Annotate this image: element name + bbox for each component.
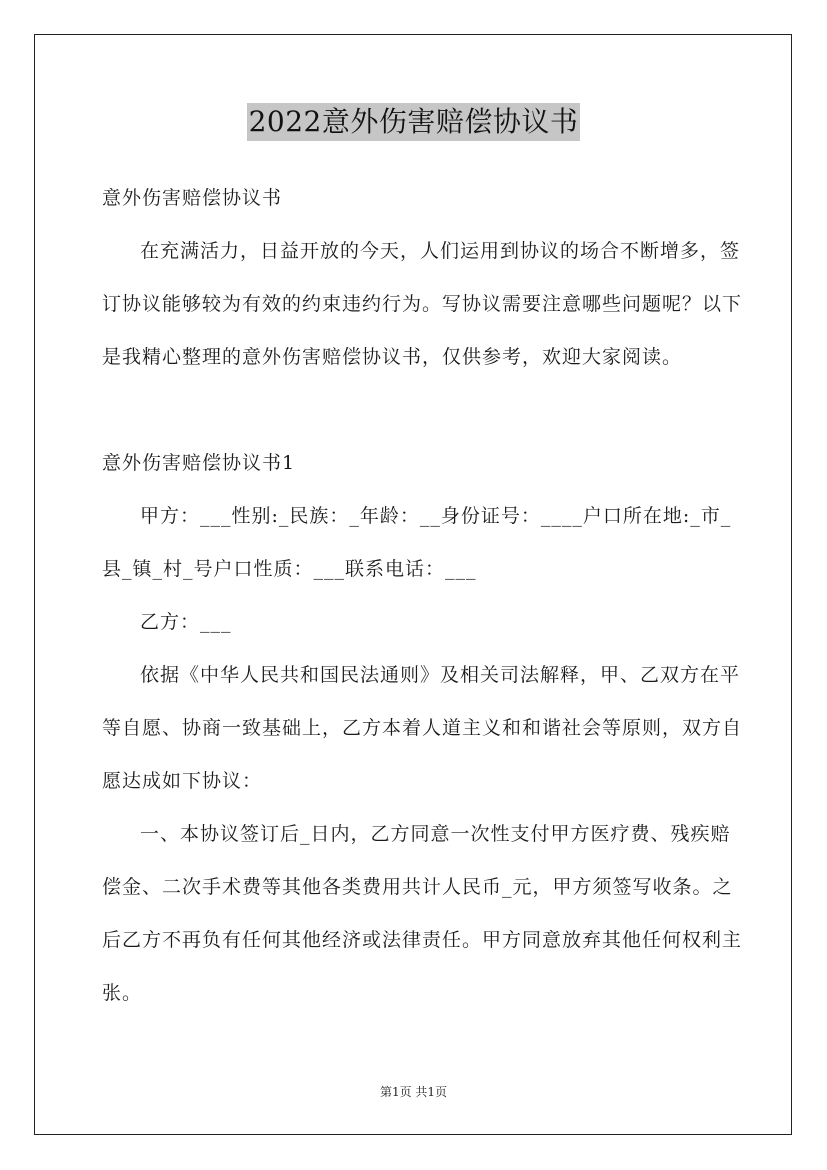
- title-container: [0, 103, 827, 141]
- document-body: [102, 172, 742, 1020]
- party-b-paragraph: 乙方：___: [140, 611, 232, 633]
- document-heading: 意外伤害赔偿协议书: [102, 187, 283, 209]
- clause-1-paragraph: 一、本协议签订后_日内，乙方同意一次性支付甲方医疗费、残疾赔偿金、二次手术费等其他各类费用共计人民币_元，甲方须签写收条。之后乙方不再负有任何其他经济或法律责任。甲方同意放弃其他任何权利主张。: [102, 823, 743, 1004]
- intro-paragraph: 在充满活力，日益开放的今天，人们运用到协议的场合不断增多，签订协议能够较为有效的约束违约行为。写协议需要注意哪些问题呢？以下是我精心整理的意外伤害赔偿协议书，仅供参考，欢迎大家阅读。: [102, 240, 743, 368]
- basis-paragraph: 依据《中华人民共和国民法通则》及相关司法解释，甲、乙双方在平等自愿、协商一致基础上，乙方本着人道主义和和谐社会等原则，双方自愿达成如下协议：: [102, 664, 743, 792]
- document-title: 2022意外伤害赔偿协议书: [247, 103, 581, 141]
- spacer: [102, 384, 742, 437]
- page-footer: 第1页 共1页: [379, 1085, 448, 1099]
- party-a-paragraph: 甲方：___性别:_民族：_年龄：__身份证号：____户口所在地:_市_县_镇_村_号户口性质：___联系电话：___: [102, 505, 732, 580]
- section-heading: 意外伤害赔偿协议书1: [102, 452, 296, 474]
